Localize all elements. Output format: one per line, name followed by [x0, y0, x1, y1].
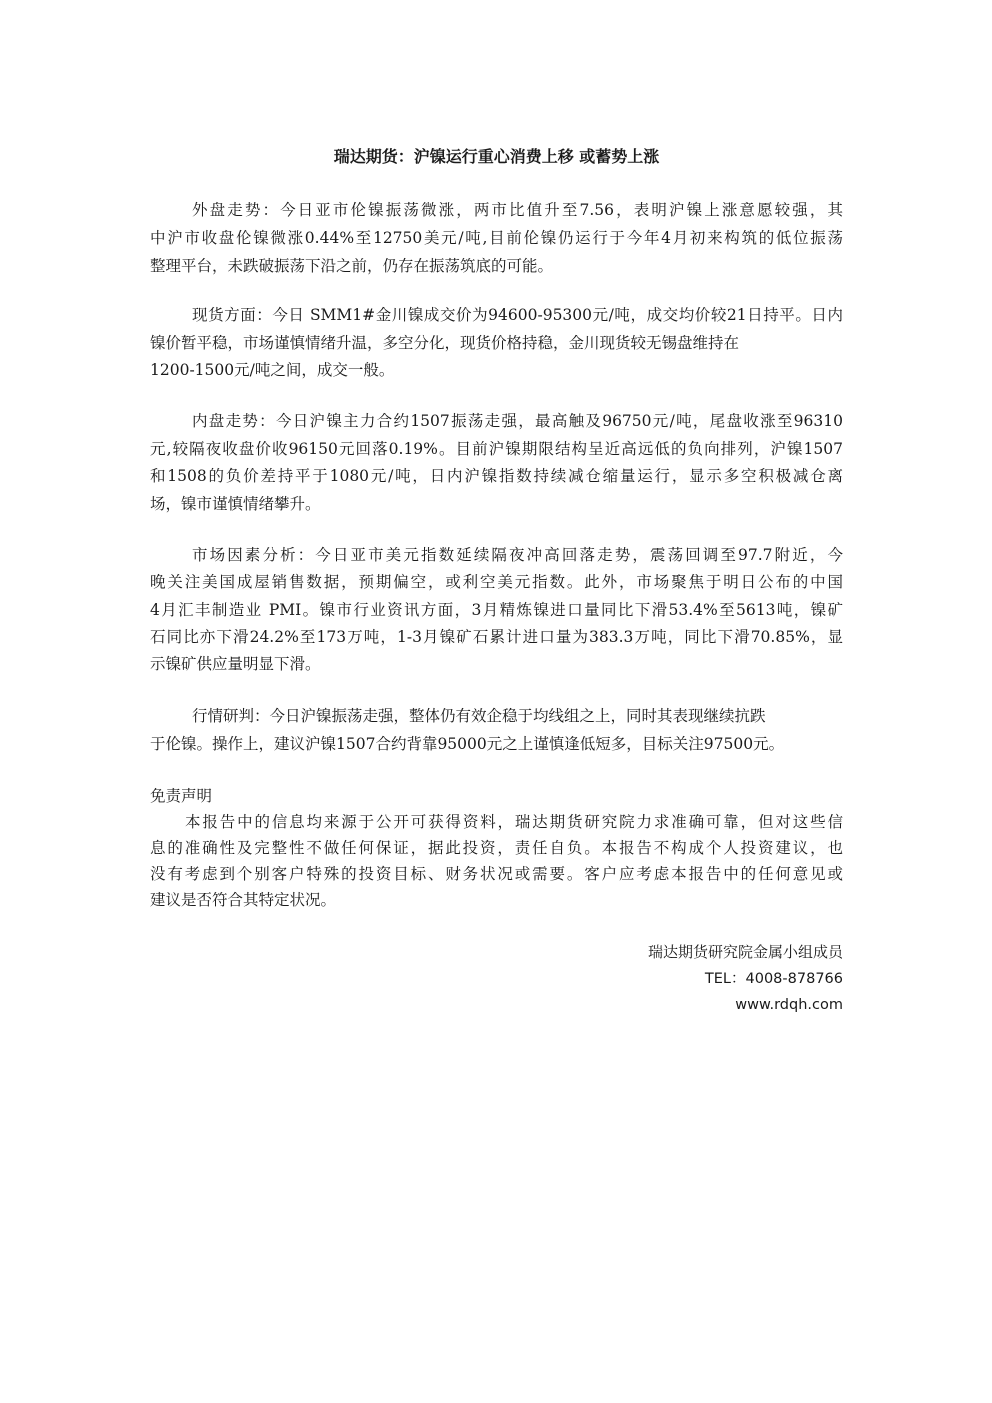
paragraph-line: 外盘走势：今日亚市伦镍振荡微涨，两市比值升至7.56，表明沪镍上涨意愿较强，其: [192, 201, 843, 219]
paragraph-line: 元,较隔夜收盘价收96150元回落0.19%。目前沪镍期限结构呈近高远低的负向排列，沪镍1507: [150, 439, 843, 458]
report-title: 瑞达期货：沪镍运行重心消费上移 或蓄势上涨: [333, 147, 660, 166]
paragraph-line: 和1508的负价差持平于1080元/吨，日内沪镍指数持续减仓缩量运行，显示多空积极减仓离: [150, 467, 843, 486]
signature-team: 瑞达期货研究院金属小组成员: [647, 943, 843, 961]
paragraph-line: 行情研判：今日沪镍振荡走强，整体仍有效企稳于均线组之上，同时其表现继续抗跌: [192, 707, 766, 725]
disclaimer-line: 没有考虑到个别客户特殊的投资目标、财务状况或需要。客户应考虑本报告中的任何意见或: [150, 865, 843, 883]
paragraph-line: 内盘走势：今日沪镍主力合约1507振荡走强，最高触及96750元/吨，尾盘收涨至96310: [192, 412, 843, 430]
disclaimer-heading: [150, 783, 843, 809]
disclaimer-line: 息的准确性及完整性不做任何保证，据此投资，责任自负。本报告不构成个人投资建议，也: [150, 839, 843, 857]
paragraph-line: 4月汇丰制造业 PMI。镍市行业资讯方面，3月精炼镍进口量同比下滑53.4%至5613吨，镍矿: [150, 600, 843, 619]
signature-block: [500, 939, 843, 1019]
disclaimer-line: 建议是否符合其特定状况。: [150, 891, 337, 909]
paragraph-domestic-market: [150, 408, 843, 519]
paragraph-line: 1200-1500元/吨之间，成交一般。: [150, 361, 395, 379]
disclaimer-body: [150, 809, 843, 913]
paragraph-external-market: [150, 196, 843, 280]
paragraph-market-outlook: [150, 702, 843, 758]
paragraph-line: 示镍矿供应量明显下滑。: [150, 655, 321, 674]
paragraph-spot-market: [150, 302, 843, 385]
disclaimer-heading-text: 免责声明: [150, 787, 213, 805]
paragraph-line: 于伦镍。操作上，建议沪镍1507合约背靠95000元之上谨慎逢低短多，目标关注97500元。: [150, 735, 785, 753]
paragraph-line: 现货方面：今日 SMM1#金川镍成交价为94600-95300元/吨，成交均价较21日持平。日内: [192, 306, 843, 324]
paragraph-line: 中沪市收盘伦镍微涨0.44%至12750美元/吨,目前伦镍仍运行于今年4月初来构筑的低位振荡: [150, 229, 843, 247]
paragraph-line: 晚关注美国成屋销售数据，预期偏空，或利空美元指数。此外，市场聚焦于明日公布的中国: [150, 573, 843, 592]
paragraph-line: 石同比亦下滑24.2%至173万吨，1-3月镍矿石累计进口量为383.3万吨，同比下滑70.85%，显: [150, 627, 843, 646]
paragraph-line: 镍价暂平稳，市场谨慎情绪升温，多空分化，现货价格持稳，金川现货较无锡盘维持在: [150, 333, 740, 352]
paragraph-line: 整理平台，未跌破振荡下沿之前，仍存在振荡筑底的可能。: [150, 257, 554, 275]
paragraph-line: 场，镍市谨慎情绪攀升。: [150, 495, 321, 514]
signature-tel: TEL：4008-878766: [704, 970, 843, 987]
paragraph-line: 市场因素分析：今日亚市美元指数延续隔夜冲高回落走势，震荡回调至97.7附近，今: [192, 546, 843, 564]
signature-website: www.rdqh.com: [735, 997, 843, 1013]
paragraph-market-factors: [150, 542, 843, 678]
disclaimer-line: 本报告中的信息均来源于公开可获得资料，瑞达期货研究院力求准确可靠，但对这些信: [185, 813, 843, 831]
